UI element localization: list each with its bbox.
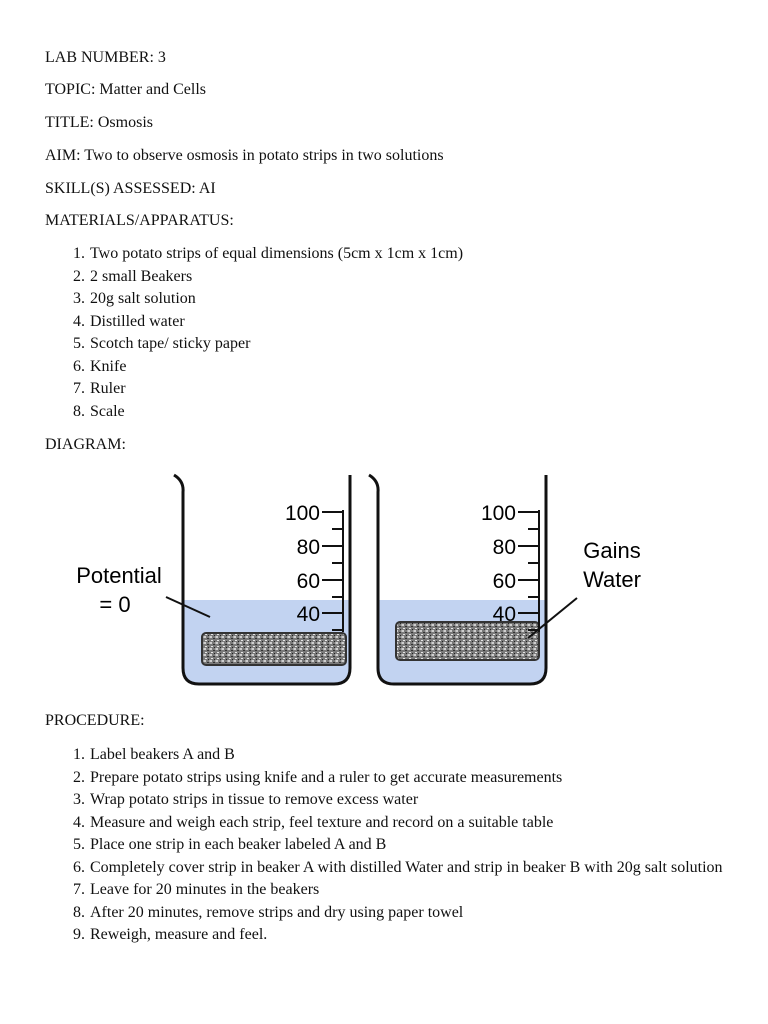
scale-label-80: 80 — [492, 536, 516, 559]
skills-assessed: SKILL(S) ASSESSED: AI — [45, 180, 216, 197]
item-number: 7. — [73, 380, 85, 397]
item-text: Scotch tape/ sticky paper — [90, 335, 251, 352]
topic: TOPIC: Matter and Cells — [45, 81, 207, 98]
item-number: 6. — [73, 858, 85, 876]
beaker-a-scale — [322, 510, 343, 632]
item-number: 7. — [73, 881, 85, 898]
item-text: Leave for 20 minutes in the beakers — [90, 881, 320, 898]
item-number: 1. — [73, 245, 85, 262]
item-number: 9. — [73, 926, 85, 943]
item-text: Scale — [90, 402, 125, 420]
item-number: 8. — [73, 402, 85, 420]
list-item — [45, 812, 725, 835]
list-item — [45, 857, 725, 880]
potential-value-label: = 0 — [99, 592, 131, 617]
potato-strip-a — [202, 633, 346, 665]
scale-label-40: 40 — [296, 603, 320, 626]
list-item — [45, 744, 725, 767]
item-number: 8. — [73, 903, 85, 921]
gains-label: Gains — [583, 538, 641, 563]
item-number: 1. — [73, 746, 85, 763]
item-text: Reweigh, measure and feel. — [90, 926, 268, 943]
procedure-heading: PROCEDURE: — [45, 712, 145, 729]
item-text: Knife — [90, 357, 127, 375]
item-text: Label beakers A and B — [90, 746, 235, 763]
item-number: 4. — [73, 813, 85, 831]
potential-label: Potential — [76, 563, 162, 588]
item-text: Place one strip in each beaker labeled A and B — [90, 836, 387, 853]
item-text: Wrap potato strips in tissue to remove excess water — [90, 791, 419, 808]
item-number: 4. — [73, 312, 85, 330]
item-number: 2. — [73, 267, 85, 285]
diagram-heading: DIAGRAM: — [45, 436, 126, 453]
scale-label-80: 80 — [296, 536, 320, 559]
potato-strip-b — [396, 622, 539, 660]
item-text: Ruler — [90, 380, 126, 397]
item-text: 2 small Beakers — [90, 267, 193, 285]
list-item — [45, 902, 725, 925]
lab-number: LAB NUMBER: 3 — [45, 49, 166, 66]
water-label: Water — [583, 567, 641, 592]
item-text: Prepare potato strips using knife and a ruler to get accurate measurements — [90, 768, 563, 786]
beaker-a — [174, 475, 350, 684]
item-text: Measure and weigh each strip, feel texture and record on a suitable table — [90, 813, 554, 831]
scale-label-100: 100 — [284, 502, 320, 525]
item-text: Completely cover strip in beaker A with distilled Water and strip in beaker B with 20g salt solution — [90, 858, 723, 876]
list-item — [45, 879, 725, 902]
beaker-b-scale — [518, 510, 539, 632]
item-number: 5. — [73, 335, 85, 352]
scale-label-60: 60 — [296, 570, 320, 593]
item-number: 3. — [73, 290, 85, 307]
item-text: 20g salt solution — [90, 290, 196, 307]
aim: AIM: Two to observe osmosis in potato strips in two solutions — [45, 147, 444, 164]
scale-label-100: 100 — [480, 502, 516, 525]
beaker-b — [369, 475, 546, 684]
lab-title: TITLE: Osmosis — [45, 114, 153, 131]
item-number: 6. — [73, 357, 85, 375]
item-number: 2. — [73, 768, 85, 786]
item-text: After 20 minutes, remove strips and dry using paper towel — [90, 903, 464, 921]
list-item — [45, 834, 725, 857]
list-item — [45, 924, 725, 947]
procedure-list — [45, 744, 725, 947]
item-text: Two potato strips of equal dimensions (5cm x 1cm x 1cm) — [90, 245, 464, 262]
item-number: 3. — [73, 791, 85, 808]
scale-label-60: 60 — [492, 570, 516, 593]
list-item — [45, 767, 725, 790]
item-text: Distilled water — [90, 312, 185, 330]
item-number: 5. — [73, 836, 85, 853]
materials-heading: MATERIALS/APPARATUS: — [45, 212, 234, 229]
scale-label-40: 40 — [492, 603, 516, 626]
list-item — [45, 789, 725, 812]
